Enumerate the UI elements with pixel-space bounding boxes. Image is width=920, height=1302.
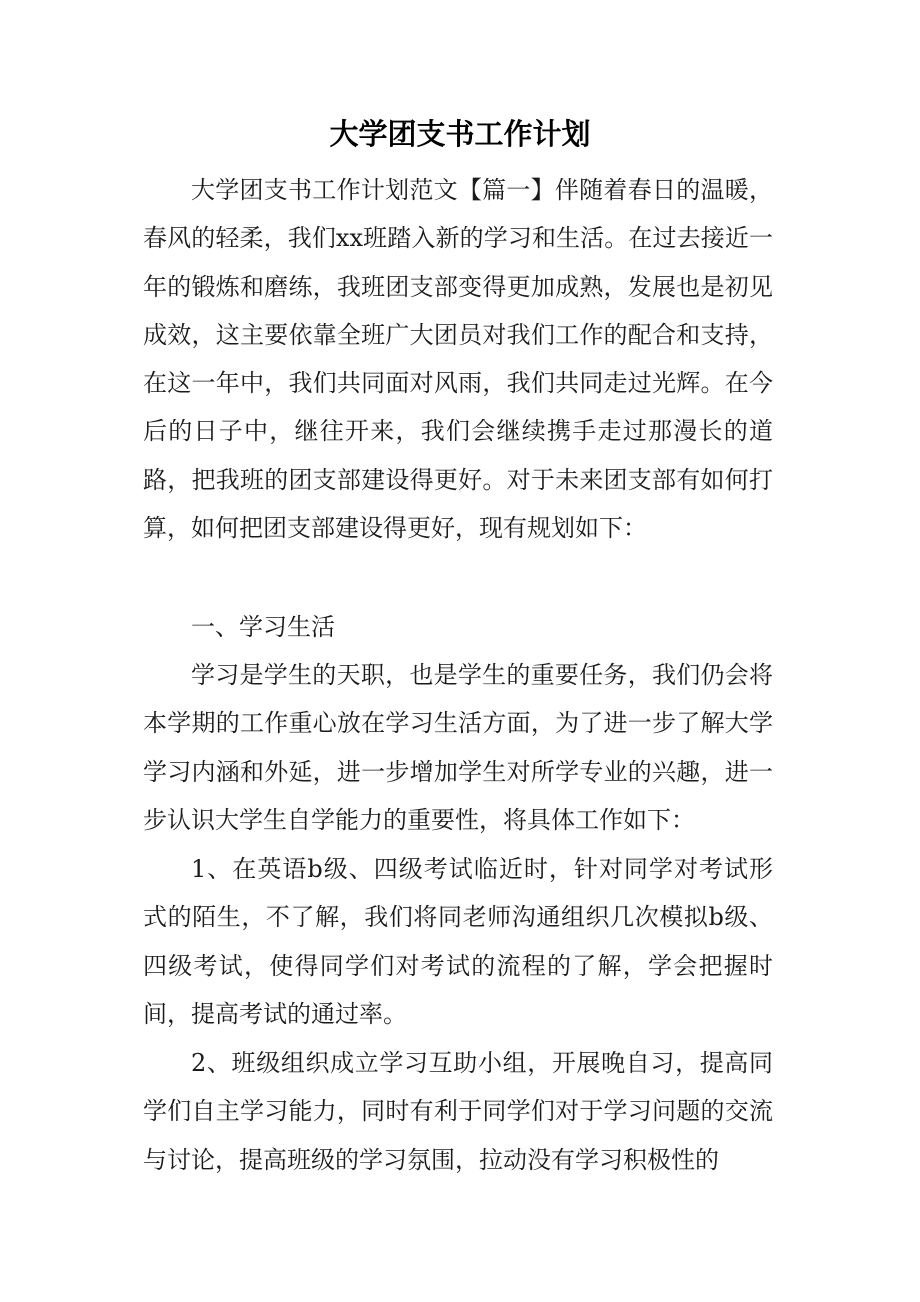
section-intro-paragraph: 学习是学生的天职，也是学生的重要任务，我们仍会将本学期的工作重心放在学习生活方面，为了进一步了解大学学习内涵和外延，进一步增加学生对所学专业的兴趣，进一步认识大学生自学能力的重要性，将具体工作如下： xyxy=(143,661,773,834)
section-heading-block xyxy=(143,603,773,651)
intro-paragraph-block xyxy=(143,166,773,552)
section-intro-block xyxy=(143,651,773,844)
document-title: 大学团支书工作计划 xyxy=(329,117,591,151)
intro-paragraph: 大学团支书工作计划范文【篇一】伴随着春日的温暖，春风的轻柔，我们xx班踏入新的学习和生活。在过去接近一年的锻炼和磨练，我班团支部变得更加成熟，发展也是初见成效，这主要依靠全班广大团员对我们工作的配合和支持，在这一年中，我们共同面对风雨，我们共同走过光辉。在今后的日子中，继往开来，我们会继续携手走过那漫长的道路，把我班的团支部建设得更好。对于未来团支部有如何打算，如何把团支部建设得更好，现有规划如下： xyxy=(143,176,773,543)
list-item-1: 1、在英语b级、四级考试临近时，针对同学对考试形式的陌生，不了解，我们将同老师沟通组织几次模拟b级、四级考试，使得同学们对考试的流程的了解，学会把握时间，提高考试的通过率。 xyxy=(143,855,773,1028)
item-2-block xyxy=(143,1039,773,1184)
section-heading-study-life: 一、学习生活 xyxy=(191,613,335,641)
item-1-block xyxy=(143,845,773,1038)
list-item-2: 2、班级组织成立学习互助小组，开展晚自习，提高同学们自主学习能力，同时有利于同学们对于学习问题的交流与讨论，提高班级的学习氛围，拉动没有学习积极性的 xyxy=(143,1049,773,1174)
